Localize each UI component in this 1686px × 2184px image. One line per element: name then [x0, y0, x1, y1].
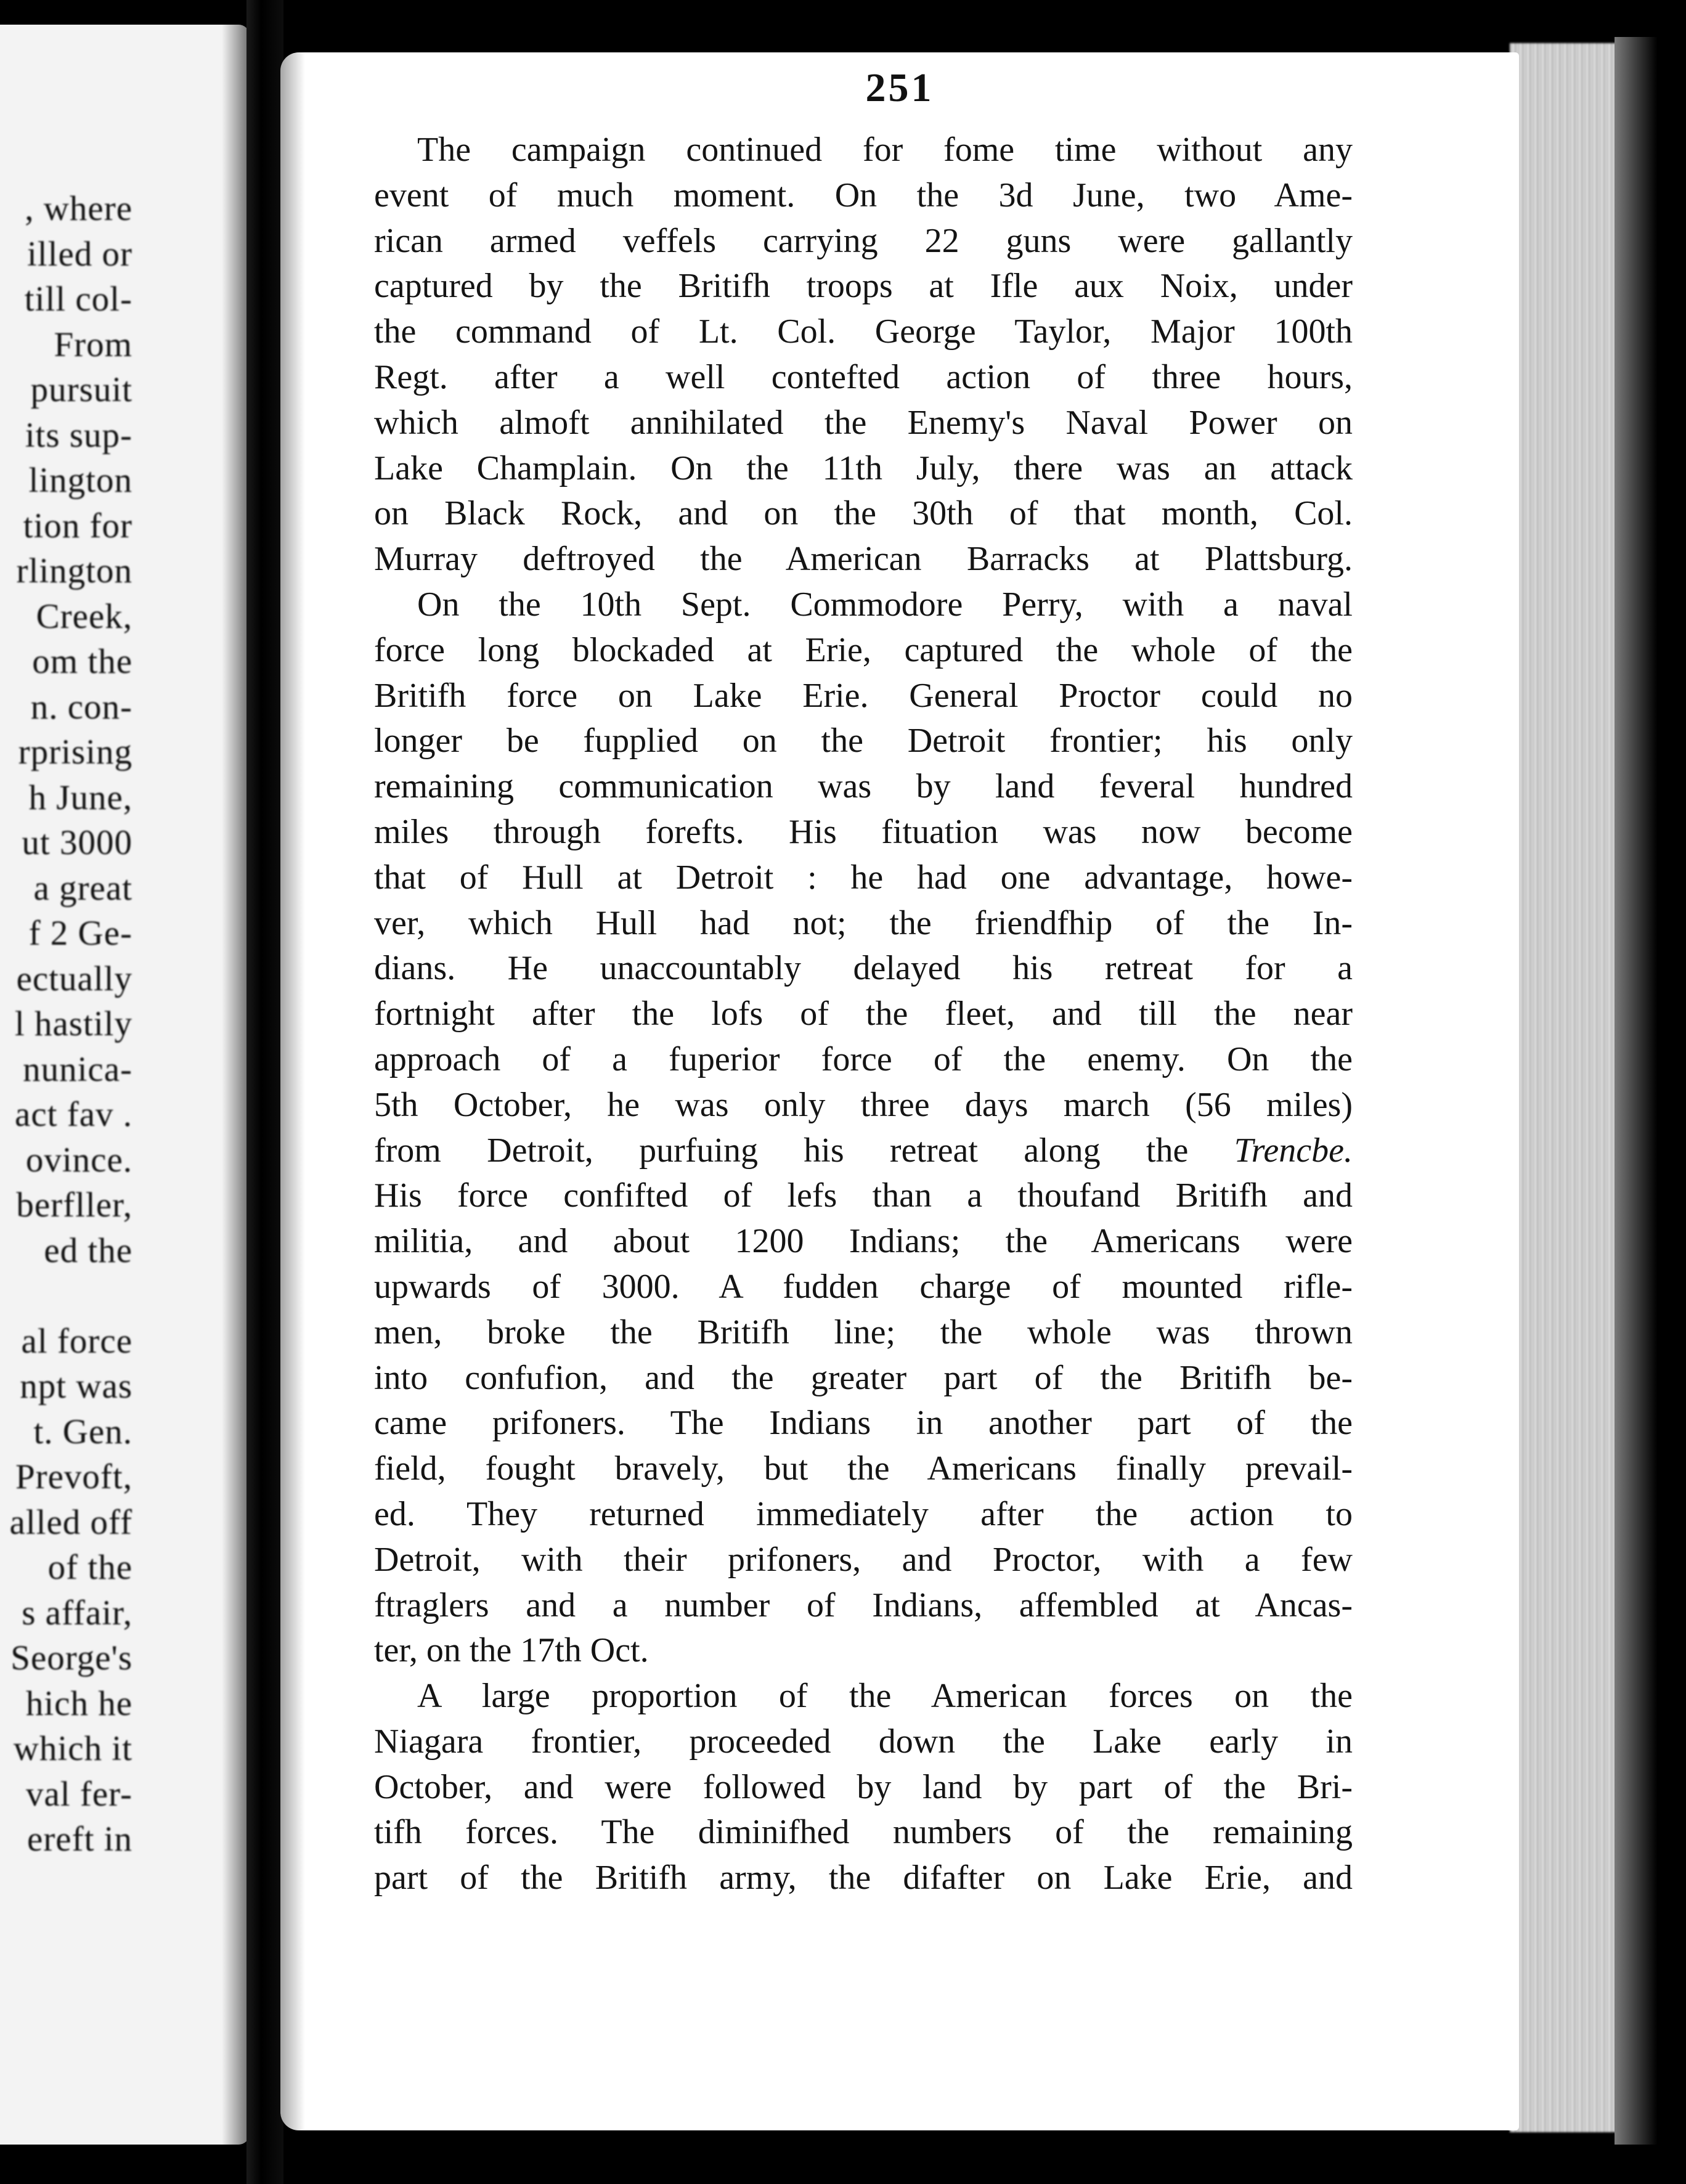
- text-line: [374, 355, 1353, 401]
- page-number: 251: [865, 65, 934, 110]
- text-line-content: ed. They returned immediately after the action to: [374, 1494, 1353, 1533]
- text-line-content: ftraglers and a number of Indians, affembled at Ancas-: [374, 1586, 1353, 1624]
- fore-edge-shadow: [1615, 37, 1686, 2145]
- text-line: [374, 1265, 1353, 1310]
- text-line: [374, 128, 1353, 173]
- text-line-content: captured by the Britifh troops at Ifle aux Noix, under: [374, 267, 1353, 306]
- text-line: [374, 1538, 1353, 1583]
- text-line-content: tifh forces. The diminifhed numbers of the remaining: [374, 1813, 1353, 1852]
- text-line-content: part of the Britifh army, the difafter on Lake Erie, and: [374, 1859, 1353, 1897]
- text-line-content: upwards of 3000. A fudden charge of mounted rifle-: [374, 1267, 1353, 1306]
- text-line-content: that of Hull at Detroit : he had one advantage, howe-: [374, 858, 1353, 897]
- text-line-content: longer be fupplied on the Detroit frontier; his only: [374, 722, 1353, 760]
- text-line-content: 5th October, he was only three days march (56 miles): [374, 1085, 1353, 1124]
- previous-page-line: Prevoft,: [15, 1457, 132, 1496]
- text-line: [374, 1173, 1353, 1219]
- previous-page-line: ereft in: [27, 1820, 132, 1859]
- text-line-content: which almoft annihilated the Enemy's Naval Power on: [374, 403, 1353, 442]
- text-line: [374, 764, 1353, 810]
- previous-page-line: pursuit: [30, 370, 132, 409]
- previous-page-line: its sup-: [25, 415, 132, 455]
- previous-page-line: al force: [21, 1321, 132, 1361]
- text-line: [374, 992, 1353, 1037]
- previous-page-line: f 2 Ge-: [28, 914, 132, 953]
- text-line: [374, 1628, 1353, 1674]
- previous-page-line: ovince.: [25, 1140, 132, 1180]
- text-line: [374, 1219, 1353, 1265]
- previous-page-line: tion for: [23, 506, 132, 545]
- previous-page-line: s affair,: [22, 1593, 132, 1632]
- previous-page-line: ectually: [16, 959, 132, 998]
- previous-page-line: om the: [32, 642, 132, 681]
- text-line: [374, 1719, 1353, 1765]
- previous-page-line: Creek,: [36, 597, 132, 636]
- text-line-content: ter, on the 17th Oct.: [374, 1631, 649, 1670]
- text-line: [374, 1446, 1353, 1492]
- text-line-content: men, broke the Britifh line; the whole was thrown: [374, 1313, 1353, 1351]
- text-line-content: His force confifted of lefs than a thoufand Britifh and: [374, 1176, 1353, 1215]
- previous-page-line: l hastily: [14, 1004, 132, 1043]
- previous-page-line: a great: [33, 868, 132, 908]
- text-line: [374, 264, 1353, 309]
- previous-page-line: ed the: [44, 1231, 132, 1270]
- text-line: [374, 1765, 1353, 1811]
- previous-page-line: npt was: [20, 1367, 132, 1406]
- previous-page-line: ut 3000: [22, 823, 132, 862]
- italic-word: Trencbe.: [1234, 1131, 1353, 1170]
- previous-page-text: [10, 186, 132, 1862]
- text-line: [374, 491, 1353, 537]
- text-line: [374, 446, 1353, 492]
- text-line-content: militia, and about 1200 Indians; the Americans were: [374, 1222, 1353, 1261]
- previous-page-line: val fer-: [26, 1774, 132, 1814]
- text-line: [374, 1083, 1353, 1128]
- previous-page-line: till col-: [24, 280, 132, 319]
- text-line-content: fortnight after the lofs of the fleet, and till the near: [374, 995, 1353, 1033]
- text-line: [374, 1856, 1353, 1901]
- previous-page-line: t. Gen.: [33, 1412, 132, 1451]
- text-line-content: miles through forefts. His fituation was now become: [374, 812, 1353, 851]
- book-gutter: [246, 0, 283, 2184]
- text-line: [374, 537, 1353, 582]
- previous-page-line: lington: [28, 461, 132, 500]
- text-line: [374, 810, 1353, 855]
- previous-page-line: [10, 1273, 132, 1319]
- text-line-content: field, fought bravely, but the Americans finally prevail-: [374, 1449, 1353, 1488]
- previous-page: [0, 25, 250, 2145]
- text-line-content: into confufion, and the greater part of the Britifh be-: [374, 1358, 1353, 1397]
- text-line: [374, 946, 1353, 992]
- text-line-content: force long blockaded at Erie, captured the whole of the: [374, 630, 1353, 669]
- text-line-content: October, and were followed by land by part of the Bri-: [374, 1767, 1353, 1806]
- text-line-content: the command of Lt. Col. George Taylor, Major 100th: [374, 312, 1353, 351]
- text-line: [374, 309, 1353, 355]
- text-line-content: on Black Rock, and on the 30th of that month, Col.: [374, 494, 1353, 533]
- previous-page-line: act fav .: [15, 1095, 132, 1134]
- text-line: [374, 719, 1353, 764]
- previous-page-line: hich he: [25, 1684, 132, 1723]
- previous-page-line: alled off: [9, 1502, 132, 1542]
- text-line-content: The campaign continued for fome time without any: [417, 131, 1353, 169]
- previous-page-line: nunica-: [23, 1049, 132, 1089]
- previous-page-line: rprising: [18, 733, 132, 772]
- previous-page-line: , where: [25, 189, 132, 228]
- text-line: [374, 219, 1353, 264]
- text-line: [374, 1674, 1353, 1719]
- text-line: [374, 1810, 1353, 1856]
- text-line: [374, 173, 1353, 219]
- text-line: [374, 1583, 1353, 1629]
- previous-page-line: which it: [13, 1729, 132, 1768]
- previous-page-line: illed or: [26, 234, 132, 274]
- text-line: [374, 1492, 1353, 1538]
- text-line-content: event of much moment. On the 3d June, two Ame-: [374, 176, 1353, 214]
- text-line: [374, 1037, 1353, 1083]
- text-line-content: Detroit, with their prifoners, and Proctor, with a few: [374, 1540, 1353, 1579]
- text-line-content: came prifoners. The Indians in another part of the: [374, 1404, 1353, 1443]
- text-line-content: Lake Champlain. On the 11th July, there was an attack: [374, 449, 1353, 487]
- previous-page-line: of the: [47, 1548, 132, 1587]
- text-line: [374, 628, 1353, 674]
- text-line-content: from Detroit, purfuing his retreat along the: [374, 1131, 1234, 1170]
- page-body-text: [374, 128, 1353, 1901]
- text-line-content: dians. He unaccountably delayed his retreat for a: [374, 949, 1353, 988]
- text-line: [374, 1310, 1353, 1356]
- page-curl-shadow: [280, 52, 305, 2130]
- text-line: [374, 674, 1353, 719]
- previous-page-line: Seorge's: [10, 1639, 132, 1677]
- text-line-content: A large proportion of the American forces on the: [417, 1677, 1353, 1716]
- text-line-content: Britifh force on Lake Erie. General Proctor could no: [374, 676, 1353, 715]
- text-line: [374, 1128, 1353, 1174]
- text-line: [374, 1356, 1353, 1401]
- previous-page-line: From: [54, 325, 132, 364]
- text-line: [374, 401, 1353, 446]
- gutter-shadow: [222, 25, 250, 2145]
- text-line: [374, 855, 1353, 901]
- previous-page-line: berfller,: [16, 1186, 132, 1224]
- previous-page-line: n. con-: [30, 687, 132, 727]
- current-page: [280, 52, 1519, 2130]
- text-line-content: Regt. after a well contefted action of three hours,: [374, 357, 1353, 396]
- text-line-content: rican armed veffels carrying 22 guns were gallantly: [374, 221, 1353, 260]
- text-line-content: remaining communication was by land feveral hundred: [374, 767, 1353, 806]
- text-line: [374, 582, 1353, 628]
- text-line: [374, 1401, 1353, 1446]
- text-line-content: Niagara frontier, proceeded down the Lake early in: [374, 1722, 1353, 1761]
- previous-page-line: h June,: [28, 778, 132, 817]
- text-line: [374, 901, 1353, 947]
- text-line-content: On the 10th Sept. Commodore Perry, with a naval: [417, 585, 1353, 624]
- text-line-content: approach of a fuperior force of the enemy. On the: [374, 1040, 1353, 1078]
- text-line-content: ver, which Hull had not; the friendfhip of the In-: [374, 903, 1353, 942]
- previous-page-line: rlington: [16, 552, 132, 590]
- text-line-content: Murray deftroyed the American Barracks at Plattsburg.: [374, 540, 1353, 579]
